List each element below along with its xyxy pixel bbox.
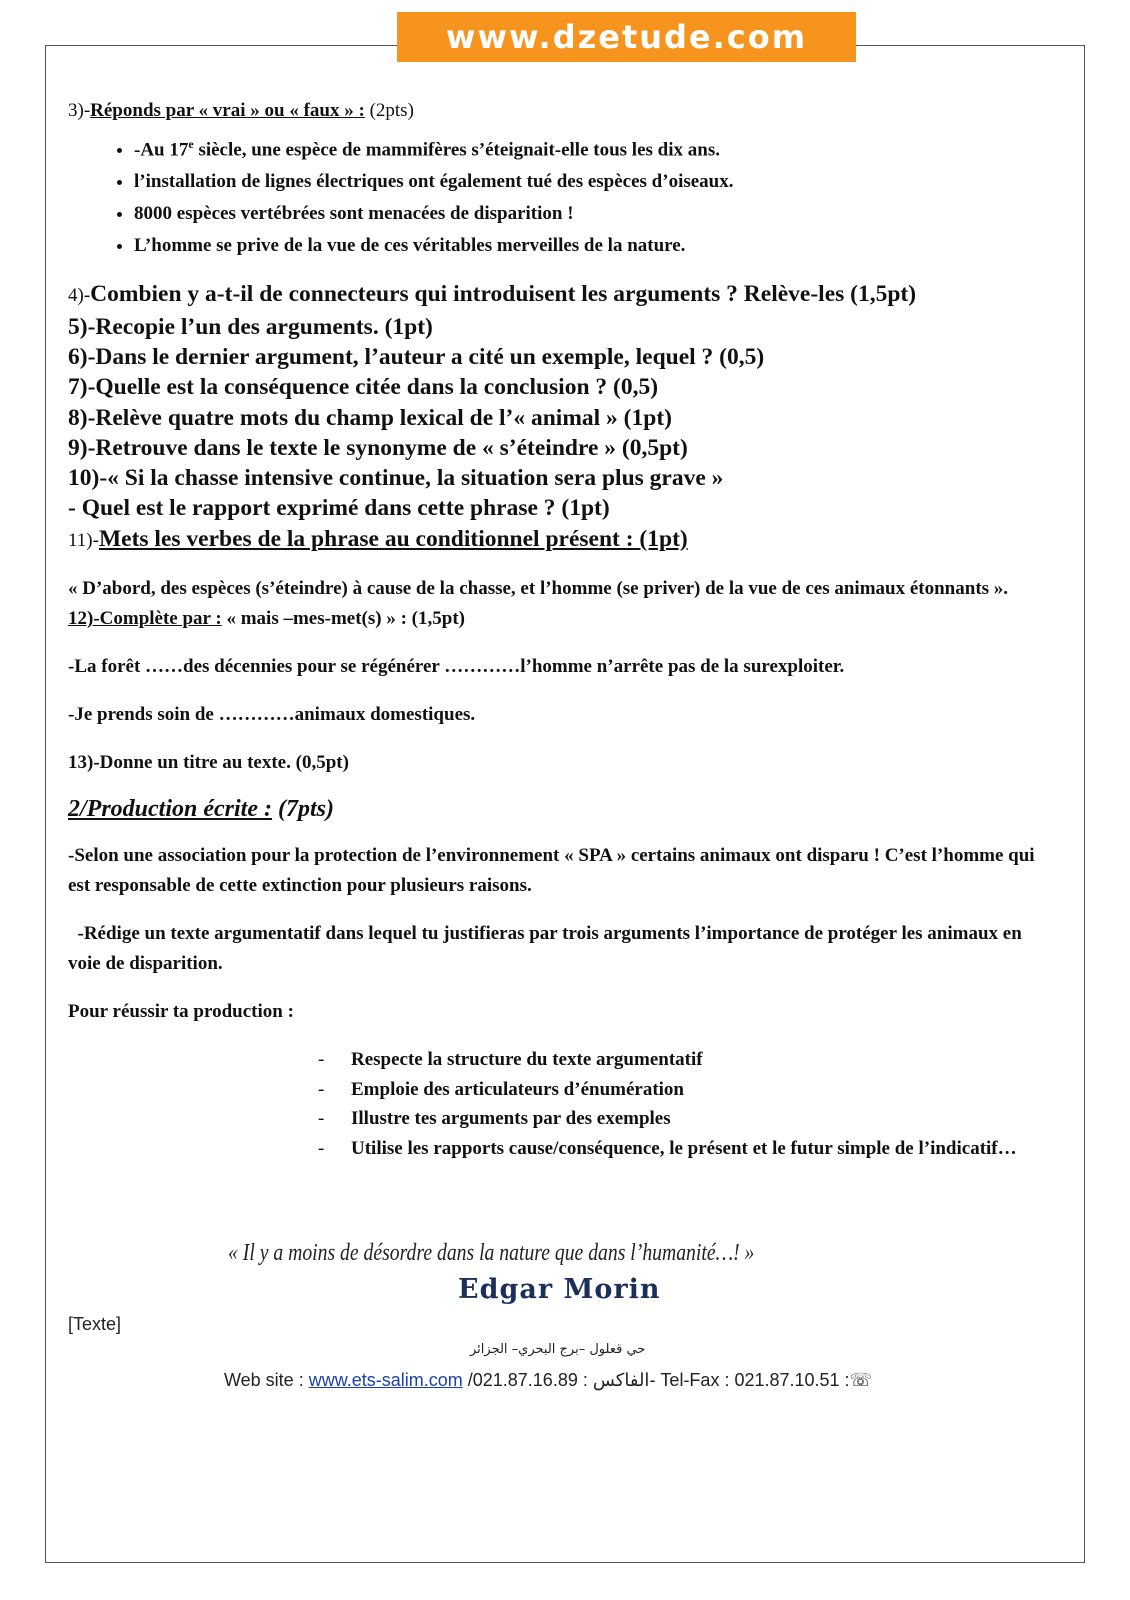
question-12: 12)-Complète par : « mais –mes-met(s) » : (1,5pt) xyxy=(68,608,465,629)
footer-address: حي قعلول –برج البحري– الجزائر xyxy=(470,1342,646,1357)
list-item: - Utilise les rapports cause/conséquence, le présent et le futur simple de l’indicatif… xyxy=(318,1134,1058,1164)
quote-author: Edgar Morin xyxy=(458,1274,661,1305)
question-12-line-1: -La forêt ……des décennies pour se régénérer …………l’homme n’arrête pas de la surexploiter. xyxy=(68,656,845,677)
list-item: • 8000 espèces vertébrées sont menacées de disparition ! xyxy=(134,198,1058,230)
website-link[interactable]: www.ets-salim.com xyxy=(308,1370,463,1390)
question-4: 4)-Combien y a-t-il de connecteurs qui introduisent les arguments ? Relève-les (1,5pt) xyxy=(68,281,917,308)
question-12-line-2: -Je prends soin de …………animaux domestiques. xyxy=(68,704,476,725)
question-8: 8)-Relève quatre mots du champ lexical de l’« animal » (1pt) xyxy=(68,404,672,431)
question-5: 5)-Recopie l’un des arguments. (1pt) xyxy=(68,313,433,340)
true-false-list xyxy=(68,128,1058,262)
question-10-sub: - Quel est le rapport exprimé dans cette phrase ? (1pt) xyxy=(68,495,610,522)
question-6: 6)-Dans le dernier argument, l’auteur a cité un exemple, lequel ? (0,5) xyxy=(68,343,765,370)
text-placeholder: [Texte] xyxy=(68,1314,122,1334)
question-9: 9)-Retrouve dans le texte le synonyme de « s’éteindre » (0,5pt) xyxy=(68,434,688,461)
list-item: • l’installation de lignes électriques ont également tué des espèces d’oiseaux. xyxy=(134,166,1058,198)
production-tips-list xyxy=(68,1045,1058,1163)
footer-contact: Web site : www.ets-salim.com /021.87.16.89 : الفاكس- Tel-Fax : 021.87.10.51 :☏ xyxy=(224,1370,873,1390)
question-11: 11)-Mets les verbes de la phrase au conditionnel présent : (1pt) xyxy=(68,525,688,552)
list-item: • -Au 17e siècle, une espèce de mammifères s’éteignait-elle tous les dix ans. xyxy=(134,128,1058,166)
site-banner[interactable]: www.dzetude.com xyxy=(397,12,856,62)
question-11-sentence: « D’abord, des espèces (s’éteindre) à cause de la chasse, et l’homme (se priver) de la vue de ces animaux étonnants ». xyxy=(68,578,1009,599)
list-item: • L’homme se prive de la vue de ces véritables merveilles de la nature. xyxy=(134,230,1058,262)
question-10: 10)-« Si la chasse intensive continue, la situation sera plus grave » xyxy=(68,465,724,492)
quote-text: « Il y a moins de désordre dans la nature que dans l’humanité…! » xyxy=(228,1240,755,1266)
production-task: -Rédige un texte argumentatif dans lequel tu justifieras par trois arguments l’importance de protéger les animaux en voie de disparition. xyxy=(68,923,1027,974)
list-item: - Respecte la structure du texte argumentatif xyxy=(318,1045,1058,1075)
question-7: 7)-Quelle est la conséquence citée dans la conclusion ? (0,5) xyxy=(68,374,659,401)
production-tips-intro: Pour réussir ta production : xyxy=(68,1001,294,1022)
exam-content xyxy=(68,96,1058,1163)
production-heading: 2/Production écrite : (7pts) xyxy=(68,796,334,822)
list-item: - Emploie des articulateurs d’énumération xyxy=(318,1075,1058,1105)
question-13: 13)-Donne un titre au texte. (0,5pt) xyxy=(68,752,349,773)
question-3: 3)-Réponds par « vrai » ou « faux » : (2pts) xyxy=(68,100,414,121)
list-item: - Illustre tes arguments par des exemples xyxy=(318,1104,1058,1134)
production-context: -Selon une association pour la protection de l’environnement « SPA » certains animaux ont disparu ! C’est l’homme qui est responsable de cette extinction pour plusieurs raisons. xyxy=(68,845,1035,896)
